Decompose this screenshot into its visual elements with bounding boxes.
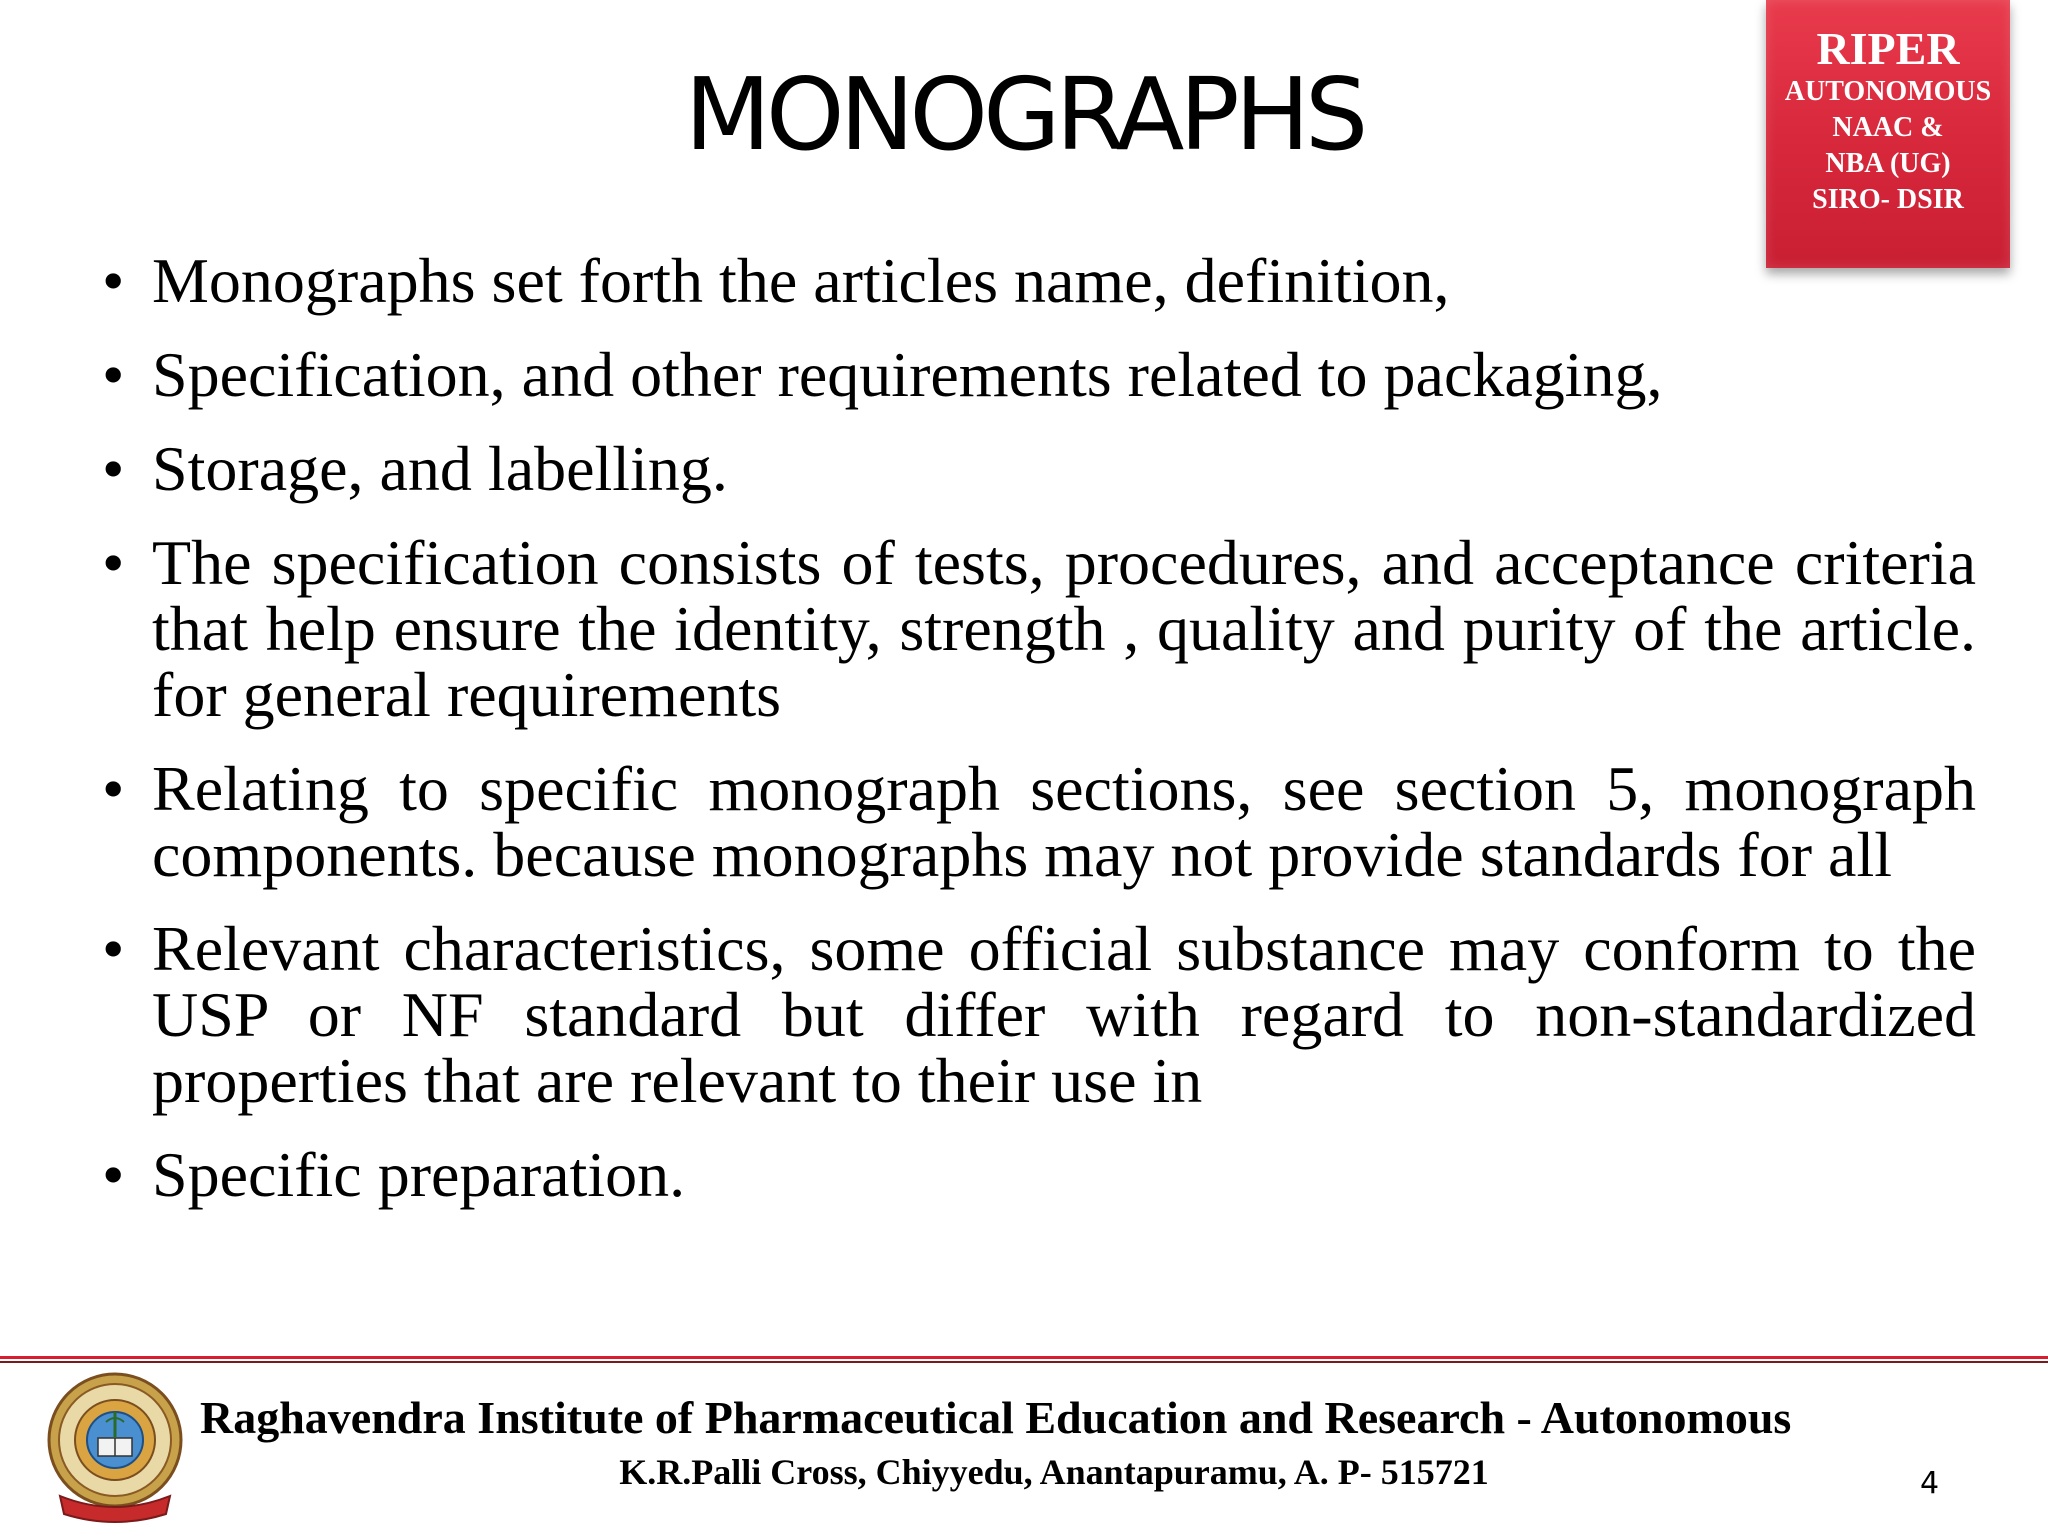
footer-divider — [0, 1356, 2048, 1359]
page-number: 4 — [1920, 1466, 1940, 1501]
bullet-text: Monographs set forth the articles name, definition, — [152, 245, 1450, 316]
bullet-list — [96, 245, 1976, 1236]
bullet-icon: • — [102, 527, 125, 598]
bullet-item — [96, 527, 1976, 730]
bullet-icon: • — [102, 913, 125, 984]
bullet-item — [96, 913, 1976, 1116]
bullet-icon: • — [102, 245, 125, 316]
slide-title: MONOGRAPHS — [684, 56, 1364, 173]
institution-address: K.R.Palli Cross, Chiyyedu, Anantapuramu, A. P- 515721 — [619, 1452, 1489, 1492]
bullet-item — [96, 339, 1976, 410]
badge-status: AUTONOMOUS — [1784, 76, 1992, 107]
bullet-icon: • — [102, 433, 125, 504]
bullet-icon: • — [102, 1139, 125, 1210]
bullet-item — [96, 753, 1976, 890]
bullet-text: Relevant characteristics, some official substance may conform to the USP or NF standard but differ with regard to non-standardized properties that are relevant to their use in — [152, 913, 1976, 1116]
riper-badge — [1766, 0, 2010, 268]
bullet-text: Specification, and other requirements related to packaging, — [152, 339, 1663, 410]
institution-name: Raghavendra Institute of Pharmaceutical Education and Research - Autonomous — [200, 1392, 1792, 1443]
footer-divider-shadow — [0, 1361, 2048, 1363]
badge-accreditation-nba: NBA (UG) — [1825, 148, 1951, 179]
bullet-item — [96, 433, 1976, 504]
badge-name: RIPER — [1816, 23, 1960, 74]
bullet-item — [96, 1139, 1976, 1210]
institution-seal-icon — [40, 1368, 190, 1528]
bullet-item — [96, 245, 1976, 316]
badge-accreditation-naac: NAAC & — [1832, 112, 1944, 143]
badge-siro: SIRO- DSIR — [1812, 184, 1964, 215]
bullet-text: Relating to specific monograph sections, see section 5, monograph components. because monographs may not provide standards for all — [152, 753, 1976, 890]
bullet-text: Specific preparation. — [152, 1139, 686, 1210]
bullet-icon: • — [102, 339, 125, 410]
bullet-text: The specification consists of tests, procedures, and acceptance criteria that help ensure the identity, strength , quality and purity of the article. for general requirements — [152, 527, 1976, 730]
bullet-icon: • — [102, 753, 125, 824]
bullet-text: Storage, and labelling. — [152, 433, 728, 504]
